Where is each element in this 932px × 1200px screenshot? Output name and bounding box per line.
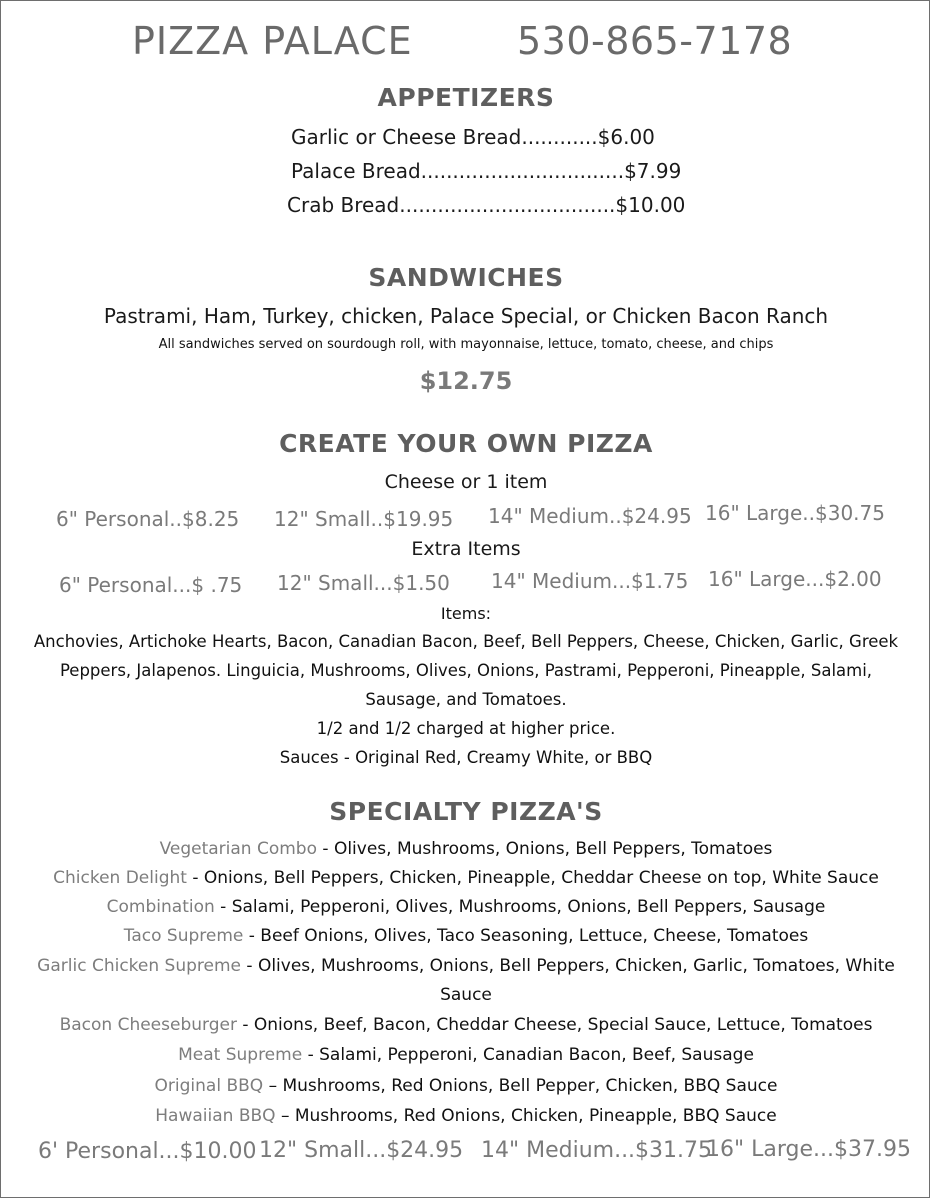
specialty-pizza-desc: - Salami, Pepperoni, Canadian Bacon, Beef, Sausage [302, 1045, 754, 1065]
specialty-pizza-desc: - Beef Onions, Olives, Taco Seasoning, Lettuce, Cheese, Tomatoes [243, 926, 809, 946]
specialty-pizza-name: Chicken Delight [53, 868, 187, 888]
cheese-price-large: 16" Large..$30.75 [705, 501, 885, 525]
specialty-pizza-name: Combination [106, 897, 215, 917]
extra-price-medium: 14" Medium...$1.75 [491, 569, 689, 593]
specialty-pizza-desc: – Mushrooms, Red Onions, Bell Pepper, Chicken, BBQ Sauce [263, 1076, 778, 1096]
appetizer-item: Crab Bread..................................$10.00 [287, 193, 686, 217]
cheese-price-personal: 6" Personal..$8.25 [56, 507, 240, 531]
specialty-pizza [1, 1015, 931, 1035]
specialty-pizza [1, 839, 931, 859]
specialty-pizza [1, 897, 931, 917]
half-half-note: 1/2 and 1/2 charged at higher price. [316, 719, 616, 738]
appetizer-item: Palace Bread................................$7.99 [291, 159, 682, 183]
specialty-pizza [1, 868, 931, 888]
items-heading: Items: [440, 604, 492, 623]
specialty-pizza-desc: - Onions, Bell Peppers, Chicken, Pineapple, Cheddar Cheese on top, White Sauce [186, 868, 879, 888]
extra-price-personal: 6" Personal...$ .75 [59, 573, 243, 597]
sauces-line: Sauces - Original Red, Creamy White, or BBQ [279, 748, 653, 767]
specialty-pizza [1, 1106, 931, 1126]
items-list-line: Peppers, Jalapenos. Linguicia, Mushrooms, Olives, Onions, Pastrami, Pepperoni, Pineapple, Salami, [59, 661, 873, 680]
specialty-title: SPECIALTY PIZZA'S [329, 797, 603, 826]
restaurant-name: PIZZA PALACE [132, 19, 413, 63]
cheese-price-small: 12" Small..$19.95 [274, 507, 454, 531]
items-list-line: Sausage, and Tomatoes. [365, 690, 567, 709]
specialty-price-medium: 14" Medium...$31.75 [481, 1138, 713, 1163]
cheese-heading: Cheese or 1 item [384, 471, 548, 493]
specialty-pizza-desc: - Onions, Beef, Bacon, Cheddar Cheese, Special Sauce, Lettuce, Tomatoes [236, 1015, 873, 1035]
specialty-pizza-desc: - Olives, Mushrooms, Onions, Bell Peppers, Chicken, Garlic, Tomatoes, White [241, 956, 895, 976]
specialty-pizza-name: Hawaiian BBQ [155, 1106, 276, 1126]
specialty-pizza-name: Garlic Chicken Supreme [37, 956, 241, 976]
specialty-pizza-desc: - Salami, Pepperoni, Olives, Mushrooms, Onions, Bell Peppers, Sausage [214, 897, 826, 917]
specialty-pizza-name: Bacon Cheeseburger [59, 1015, 237, 1035]
create-your-own-title: CREATE YOUR OWN PIZZA [279, 429, 653, 458]
sandwiches-title: SANDWICHES [368, 263, 564, 292]
specialty-pizza [1, 926, 931, 946]
appetizer-item: Garlic or Cheese Bread............$6.00 [291, 125, 655, 149]
specialty-pizza [1, 1045, 931, 1065]
specialty-pizza [1, 1076, 931, 1096]
extra-items-heading: Extra Items [411, 538, 521, 560]
sandwich-note: All sandwiches served on sourdough roll, with mayonnaise, lettuce, tomato, cheese, and chips [158, 337, 774, 352]
specialty-pizza-name: Meat Supreme [178, 1045, 303, 1065]
items-list-line: Anchovies, Artichoke Hearts, Bacon, Canadian Bacon, Beef, Bell Peppers, Cheese, Chicken, Garlic, Greek [33, 632, 899, 651]
specialty-pizza-name: Vegetarian Combo [159, 839, 317, 859]
appetizers-title: APPETIZERS [377, 83, 555, 112]
phone-number: 530-865-7178 [517, 19, 793, 63]
sandwich-options: Pastrami, Ham, Turkey, chicken, Palace Special, or Chicken Bacon Ranch [103, 304, 829, 328]
specialty-pizza-desc: - Olives, Mushrooms, Onions, Bell Peppers, Tomatoes [317, 839, 773, 859]
specialty-pizza-desc-cont: Sauce [440, 985, 492, 1005]
specialty-pizza-name: Original BBQ [154, 1076, 264, 1096]
specialty-price-small: 12" Small...$24.95 [259, 1138, 464, 1163]
sandwich-price: $12.75 [419, 367, 513, 395]
specialty-price-personal: 6' Personal...$10.00 [38, 1139, 257, 1164]
extra-price-large: 16" Large...$2.00 [708, 567, 882, 591]
specialty-price-large: 16" Large...$37.95 [706, 1137, 911, 1162]
cheese-price-medium: 14" Medium..$24.95 [488, 504, 692, 528]
specialty-pizza-name: Taco Supreme [123, 926, 244, 946]
extra-price-small: 12" Small...$1.50 [277, 571, 450, 595]
specialty-pizza-desc: – Mushrooms, Red Onions, Chicken, Pineapple, BBQ Sauce [275, 1106, 777, 1126]
specialty-pizza [1, 956, 931, 976]
